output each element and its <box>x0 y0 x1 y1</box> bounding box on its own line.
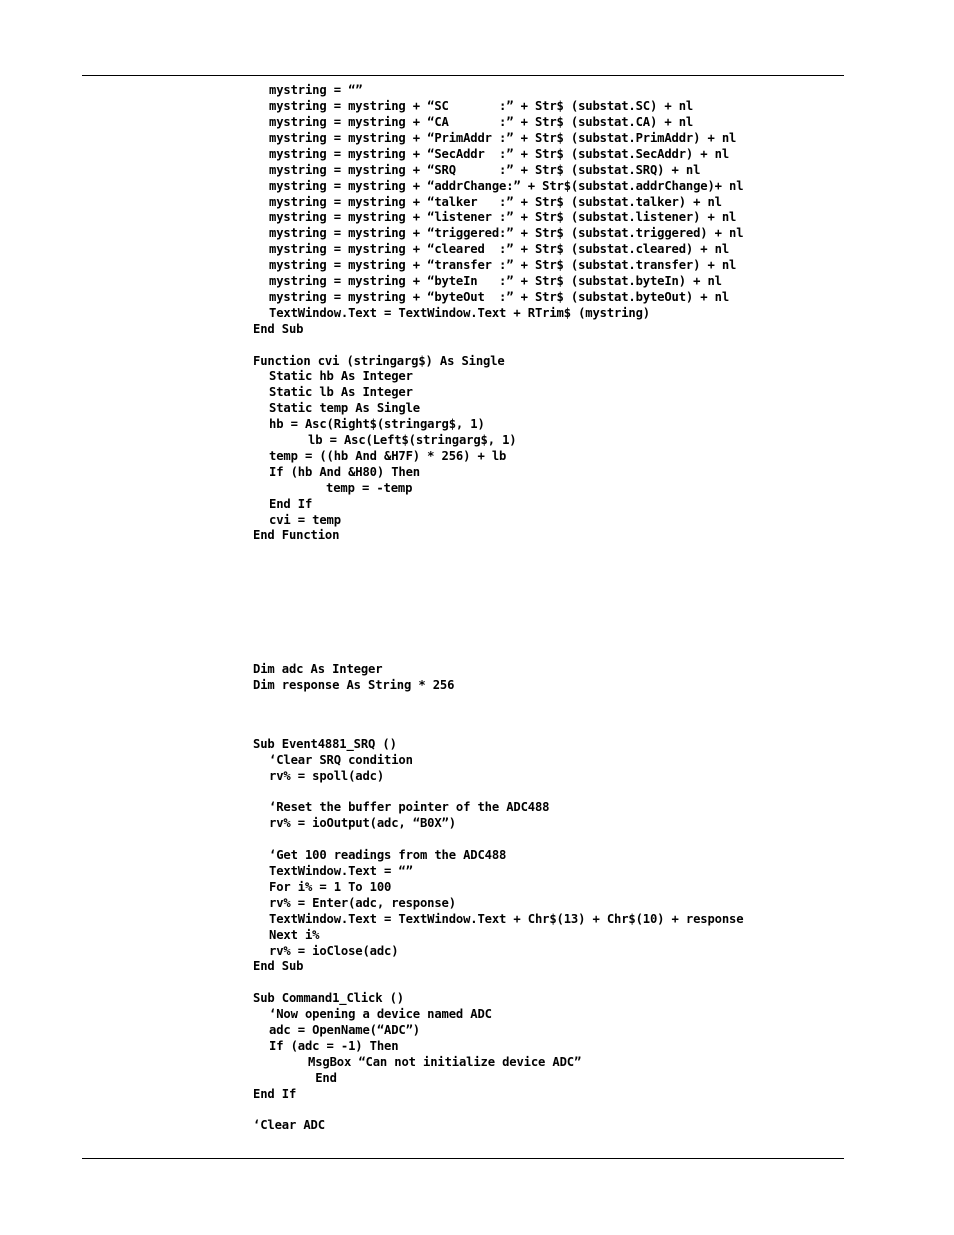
code-line: ‘Clear ADC <box>253 1118 325 1132</box>
code-line: temp = -temp <box>326 481 413 495</box>
code-line: adc = OpenName(“ADC”) <box>269 1023 420 1037</box>
code-line: Dim adc As Integer <box>253 662 383 676</box>
code-line: mystring = mystring + “byteOut :” + Str$ (substat.byteOut) + nl <box>269 290 729 304</box>
code-line: Function cvi (stringarg$) As Single <box>253 354 505 368</box>
code-line: End <box>308 1071 337 1085</box>
code-line: mystring = mystring + “addrChange:” + Str$(substat.addrChange)+ nl <box>269 179 744 193</box>
code-line: mystring = mystring + “transfer :” + Str$ (substat.transfer) + nl <box>269 258 737 272</box>
code-line: mystring = mystring + “SRQ :” + Str$ (substat.SRQ) + nl <box>269 163 701 177</box>
code-line: mystring = mystring + “triggered:” + Str$ (substat.triggered) + nl <box>269 226 744 240</box>
code-line: TextWindow.Text = “” <box>269 864 413 878</box>
code-line: ‘Clear SRQ condition <box>269 753 413 767</box>
code-line: MsgBox “Can not initialize device ADC” <box>308 1055 582 1069</box>
code-line: ‘Get 100 readings from the ADC488 <box>269 848 507 862</box>
code-line: End If <box>269 497 313 511</box>
code-line: For i% = 1 To 100 <box>269 880 392 894</box>
code-line: mystring = mystring + “SecAddr :” + Str$ (substat.SecAddr) + nl <box>269 147 729 161</box>
code-line: End Function <box>253 528 340 542</box>
code-line: Next i% <box>269 928 320 942</box>
code-line: lb = Asc(Left$(stringarg$, 1) <box>308 433 517 447</box>
code-line: cvi = temp <box>269 513 341 527</box>
footer-rule <box>82 1158 844 1159</box>
code-line: hb = Asc(Right$(stringarg$, 1) <box>269 417 485 431</box>
code-line: TextWindow.Text = TextWindow.Text + Chr$(13) + Chr$(10) + response <box>269 912 744 926</box>
code-line: mystring = mystring + “PrimAddr :” + Str$ (substat.PrimAddr) + nl <box>269 131 737 145</box>
code-line: mystring = mystring + “CA :” + Str$ (substat.CA) + nl <box>269 115 694 129</box>
code-line: Static temp As Single <box>269 401 420 415</box>
code-line: Static hb As Integer <box>269 369 413 383</box>
code-line: mystring = mystring + “byteIn :” + Str$ (substat.byteIn) + nl <box>269 274 722 288</box>
code-line: End Sub <box>253 959 304 973</box>
code-line: Sub Command1_Click () <box>253 991 404 1005</box>
code-line: mystring = “” <box>269 83 363 97</box>
code-line: rv% = ioOutput(adc, “B0X”) <box>269 816 456 830</box>
code-line: mystring = mystring + “cleared :” + Str$ (substat.cleared) + nl <box>269 242 729 256</box>
code-line: ‘Reset the buffer pointer of the ADC488 <box>269 800 550 814</box>
code-line: Dim response As String * 256 <box>253 678 455 692</box>
code-line: Sub Event4881_SRQ () <box>253 737 397 751</box>
code-line: rv% = Enter(adc, response) <box>269 896 456 910</box>
code-line: If (adc = -1) Then <box>269 1039 399 1053</box>
code-line: End Sub <box>253 322 304 336</box>
code-line: Static lb As Integer <box>269 385 413 399</box>
code-line: TextWindow.Text = TextWindow.Text + RTrim$ (mystring) <box>269 306 650 320</box>
code-line: If (hb And &H80) Then <box>269 465 420 479</box>
code-line: ‘Now opening a device named ADC <box>269 1007 492 1021</box>
code-line: End If <box>253 1087 297 1101</box>
code-line: mystring = mystring + “talker :” + Str$ (substat.talker) + nl <box>269 195 722 209</box>
code-line: rv% = spoll(adc) <box>269 769 384 783</box>
code-line: temp = ((hb And &H7F) * 256) + lb <box>269 449 507 463</box>
code-line: rv% = ioClose(adc) <box>269 944 399 958</box>
code-line: mystring = mystring + “listener :” + Str$ (substat.listener) + nl <box>269 210 737 224</box>
code-line: mystring = mystring + “SC :” + Str$ (substat.SC) + nl <box>269 99 694 113</box>
